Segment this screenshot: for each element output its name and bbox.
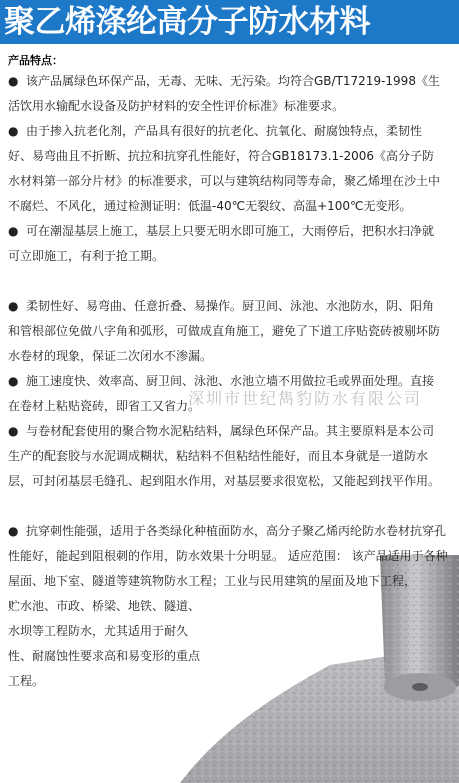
feature-text-3: 可在潮湿基层上施工，基层上只要无明水即可施工，大雨停后，把积水扫净就可立即施工，有利于抢工期。 [8, 224, 435, 263]
bullet-dot-icon: ● [8, 524, 19, 538]
company-watermark: 深圳市世纪雋豹防水有限公司 [188, 389, 423, 408]
feature-paragraph-6 [8, 419, 442, 494]
bullet-dot-icon: ● [8, 424, 19, 438]
feature-paragraph-3 [8, 219, 442, 269]
feature-paragraph-2 [8, 119, 442, 219]
feature-paragraph-1 [8, 69, 442, 119]
feature-paragraph-7 [8, 519, 448, 694]
feature-text-7-continued: 贮水池、市政、桥梁、地铁、隧道、水坝等工程防水，尤其适用于耐久性、耐腐蚀性要求高和易变形的重点工程。 [8, 599, 201, 688]
bullet-dot-icon: ● [8, 224, 19, 238]
bullet-dot-icon: ● [8, 74, 19, 88]
feature-paragraph-4 [8, 294, 442, 369]
bullet-dot-icon: ● [8, 299, 19, 313]
page-title: 聚乙烯涤纶高分子防水材料 [4, 4, 370, 40]
title-banner [0, 0, 459, 44]
feature-text-2: 由于掺入抗老化剂，产品具有很好的抗老化、抗氧化、耐腐蚀特点，柔韧性好、易弯曲且不折断、抗拉和抗穿孔性能好，符合GB18173.1-2006《高分子防水材料第一部分片材》的标准要求，可以与建筑结构同等寿命，聚乙烯埋在沙土中不腐烂、不风化，通过检测证明：低温-40℃无裂纹、高温+100℃无变形。 [8, 124, 441, 213]
feature-text-5: 施工速度快、效率高、厨卫间、泳池、水池立墙不用做拉毛或界面处理。直接在卷材上粘贴瓷砖，即省工又省力。 [8, 374, 435, 413]
features-heading: 产品特点： [8, 54, 63, 67]
feature-text-6: 与卷材配套使用的聚合物水泥粘结料，属绿色环保产品。其主要原料是本公司生产的配套胶与水泥调成糊状，粘结料不但粘结性能好，而且本身就是一道防水层，可封闭基层毛缝孔、起到阻水作用，对基层要求很宽松，又能起到找平作用。 [8, 424, 441, 488]
feature-text-1: 该产品属绿色环保产品，无毒、无味、无污染。均符合GB/T17219-1998《生活饮用水输配水设备及防护材料的安全性评价标准》标准要求。 [8, 74, 440, 113]
bullet-dot-icon: ● [8, 374, 19, 388]
feature-text-7: 抗穿刺性能强，适用于各类绿化种植面防水，高分子聚乙烯丙纶防水卷材抗穿孔性能好，能起到阻根刺的作用，防水效果十分明显。 适应范围： 该产品适用于各种屋面、地下室、隧道等建筑物防水工程；工业与民用建筑的屋面及地下工程， [8, 524, 448, 588]
bullet-dot-icon: ● [8, 124, 19, 138]
feature-text-4: 柔韧性好、易弯曲、任意折叠、易操作。厨卫间、泳池、水池防水，阴、阳角和管根部位免做八字角和弧形，可做成直角施工，避免了下道工序贴瓷砖被剔坏防水卷材的现象，保证二次闭水不渗漏。 [8, 299, 441, 363]
